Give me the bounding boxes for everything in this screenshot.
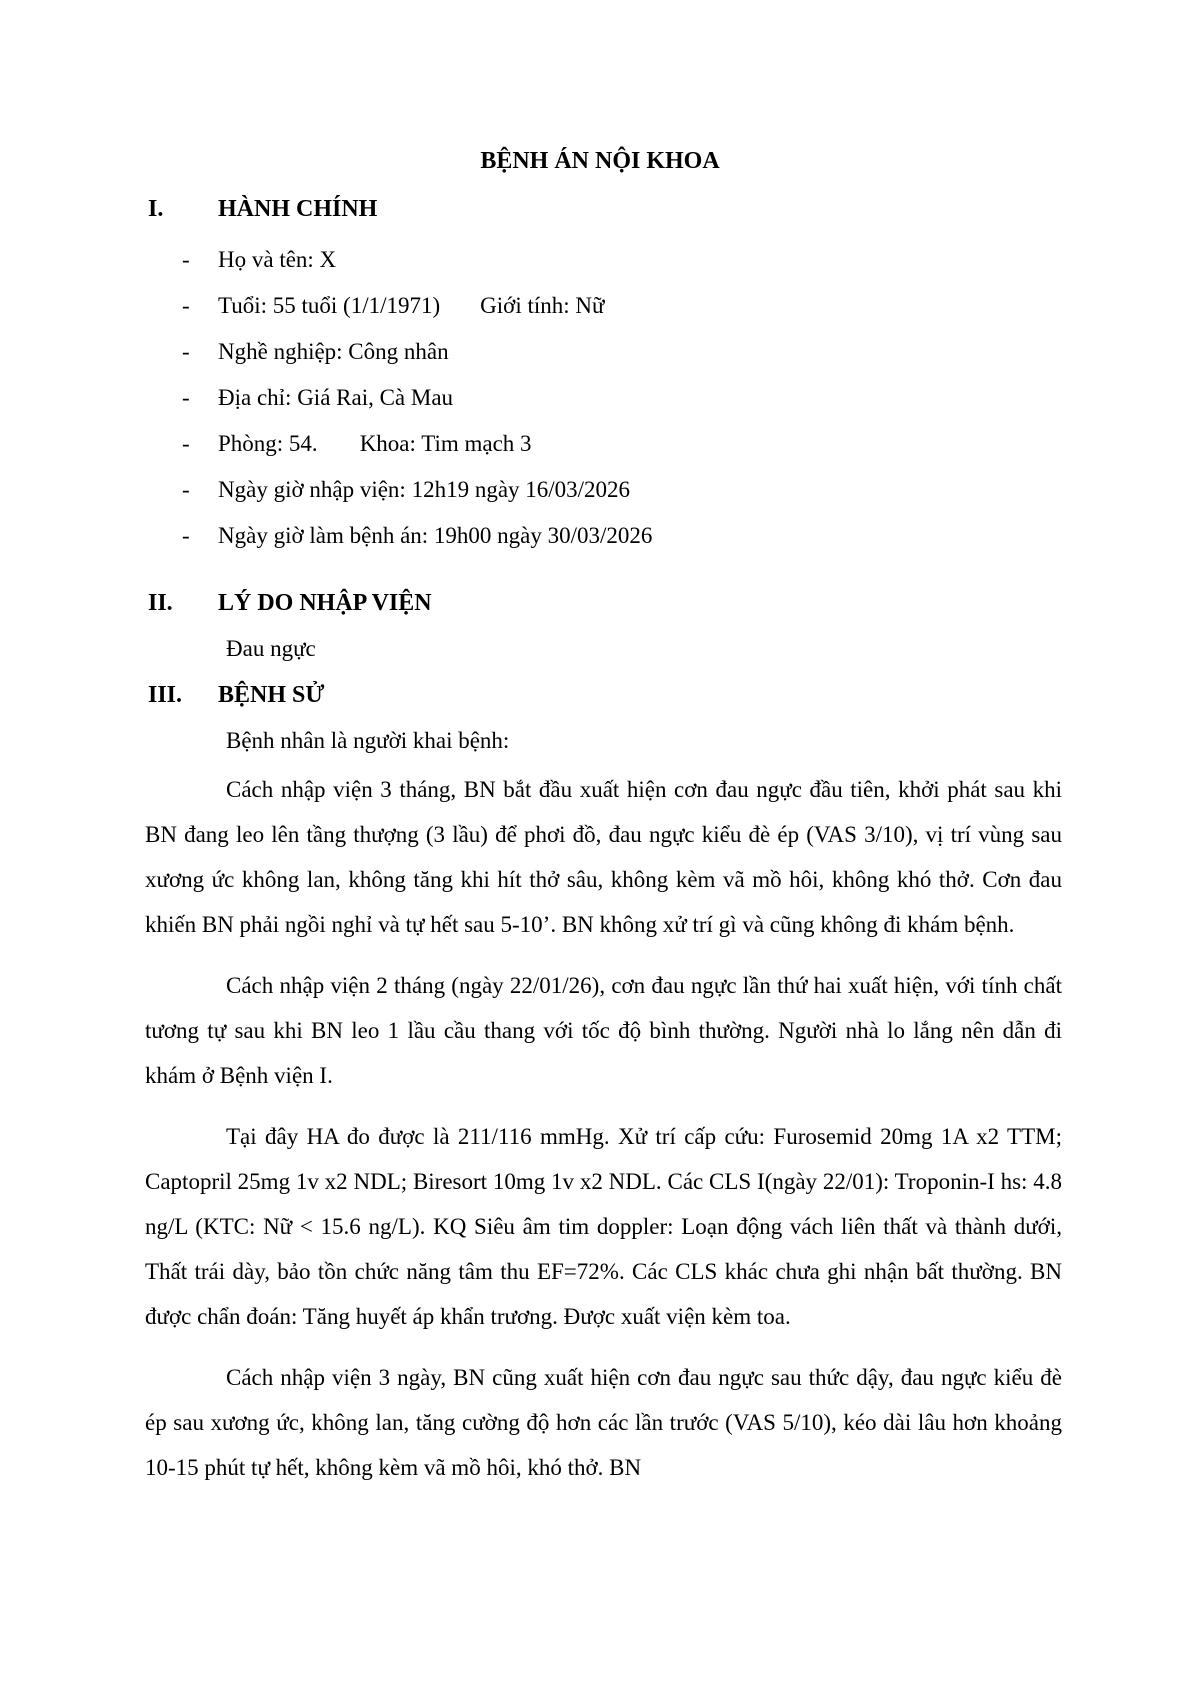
section-title: LÝ DO NHẬP VIỆN [218,590,432,616]
section-number: I. [148,196,164,222]
patient-age: Tuổi: 55 tuổi (1/1/1971) [218,293,441,318]
bullet-dash: - [182,339,190,364]
list-item-occupation [182,337,652,383]
history-paragraph: Cách nhập viện 3 tháng, BN bắt đầu xuất hiện cơn đau ngực đầu tiên, khởi phát sau khi BN đang leo lên tầng thượng (3 lầu) để phơi đồ, đau ngực kiểu đè ép (VAS 3/10), vị trí vùng sau xương ức không lan, không tăng khi hít thở sâu, không kèm vã mồ hôi, không khó thở. Cơn đau khiến BN phải ngồi nghỉ và tự hết sau 5-10’. BN không xử trí gì và cũng không đi khám bệnh. [145,777,1062,937]
list-item-age-gender [182,291,652,337]
bullet-dash: - [182,385,190,410]
document-title: BỆNH ÁN NỘI KHOA [480,148,720,174]
patient-gender: Giới tính: Nữ [480,293,605,318]
administrative-info-list [182,245,652,567]
bullet-dash: - [182,477,190,502]
admission-datetime: Ngày giờ nhập viện: 12h19 ngày 16/03/2026 [218,477,631,502]
section-number: II. [148,590,173,616]
history-paragraph: Tại đây HA đo được là 211/116 mmHg. Xử trí cấp cứu: Furosemid 20mg 1A x2 TTM; Captopril 25mg 1v x2 NDL; Biresort 10mg 1v x2 NDL. Các CLS I(ngày 22/01): Troponin-I hs: 4.8 ng/L (KTC: Nữ < 15.6 ng/L). KQ Siêu âm tim doppler: Loạn động vách liên thất và thành dưới, Thất trái dày, bảo tồn chức năng tâm thu EF=72%. Các CLS khác chưa ghi nhận bất thường. BN được chẩn đoán: Tăng huyết áp khẩn trương. Được xuất viện kèm toa. [145,1124,1062,1329]
patient-address: Địa chỉ: Giá Rai, Cà Mau [218,385,454,410]
section-heading-admission-reason [148,588,432,618]
section-heading-medical-history [148,680,324,710]
bullet-dash: - [182,293,190,318]
bullet-dash: - [182,431,190,456]
list-item-name [182,245,652,291]
list-item-admission-date [182,475,652,521]
patient-department: Khoa: Tim mạch 3 [359,431,532,456]
section-heading-administrative [148,194,377,224]
history-paragraph: Cách nhập viện 2 tháng (ngày 22/01/26), cơn đau ngực lần thứ hai xuất hiện, với tính chất tương tự sau khi BN leo 1 lầu cầu thang với tốc độ bình thường. Người nhà lo lắng nên dẫn đi khám ở Bệnh viện I. [145,973,1062,1088]
section-title: HÀNH CHÍNH [218,196,378,222]
patient-room: Phòng: 54. [218,431,318,456]
list-item-address [182,383,652,429]
patient-occupation: Nghề nghiệp: Công nhân [218,339,449,364]
section-title: BỆNH SỬ [218,682,325,708]
medical-history-body [145,767,1062,1506]
record-datetime: Ngày giờ làm bệnh án: 19h00 ngày 30/03/2026 [218,523,653,548]
patient-name: Họ và tên: X [218,247,337,272]
history-intro-text: Bệnh nhân là người khai bệnh: [226,728,510,753]
bullet-dash: - [182,247,190,272]
list-item-record-date [182,521,652,567]
history-paragraph: Cách nhập viện 3 ngày, BN cũng xuất hiện cơn đau ngực sau thức dậy, đau ngực kiểu đè ép sau xương ức, không lan, tăng cường độ hơn các lần trước (VAS 5/10), kéo dài lâu hơn khoảng 10-15 phút tự hết, không kèm vã mồ hôi, khó thở. BN [145,1365,1062,1480]
section-number: III. [148,682,183,708]
admission-reason-text: Đau ngực [226,636,316,661]
list-item-room-department [182,429,652,475]
bullet-dash: - [182,523,190,548]
